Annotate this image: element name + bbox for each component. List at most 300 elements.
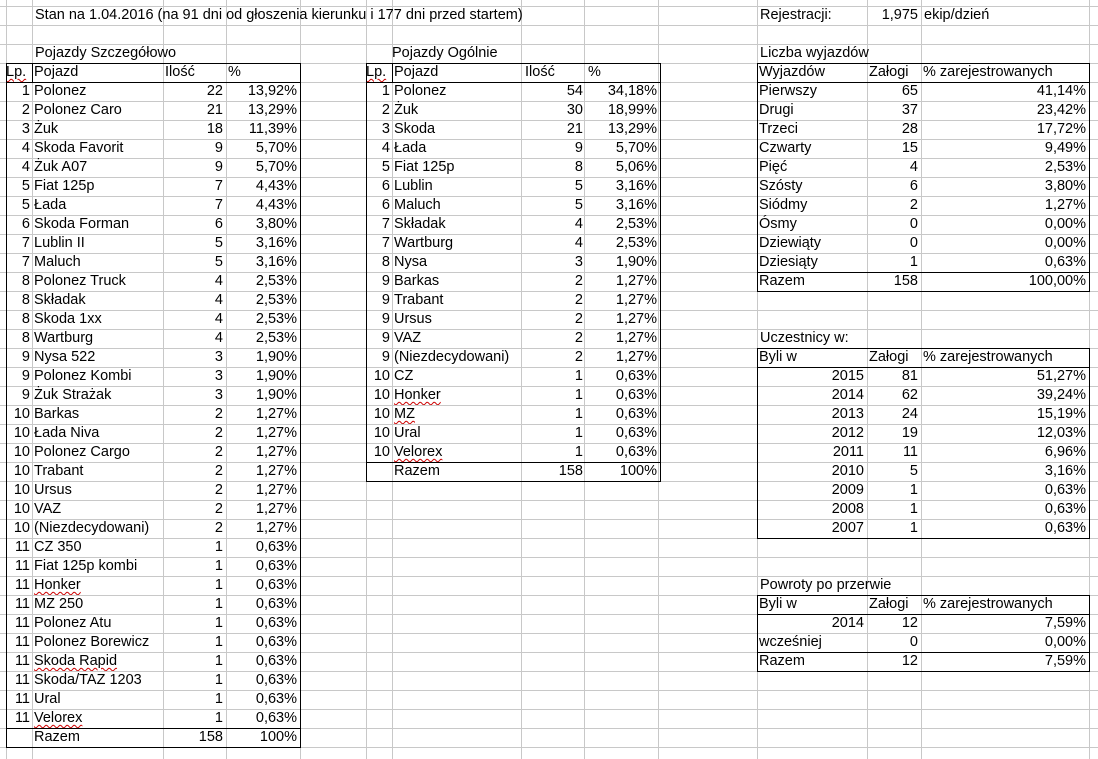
table-row-count: 2 (574, 292, 583, 308)
table-row-crews: 11 (902, 444, 918, 460)
table-row-percent: 0,63% (1044, 520, 1086, 536)
table-row-lp: 11 (14, 672, 30, 688)
table-row-percent: 0,63% (615, 444, 657, 460)
table-row-crews: 0 (909, 235, 918, 251)
table-row-percent: 0,63% (615, 387, 657, 403)
table-row-count: 2 (214, 463, 223, 479)
table-row-vehicle: Skoda 1xx (34, 311, 102, 327)
table-row-count: 1 (214, 558, 223, 574)
returns-total-crews: 12 (901, 653, 918, 669)
table-row-count: 2 (214, 406, 223, 422)
table-row-percent: 3,16% (1044, 463, 1086, 479)
detailed-header-3: % (228, 64, 241, 80)
table-row-percent: 39,24% (1036, 387, 1086, 403)
table-row-count: 1 (574, 444, 583, 460)
table-row-vehicle: Nysa (394, 254, 428, 270)
table-row-count: 1 (214, 672, 223, 688)
table-row-vehicle: VAZ (34, 501, 62, 517)
table-row-lp: 7 (381, 235, 390, 251)
table-row-percent: 1,27% (615, 273, 657, 289)
table-row-percent: 1,90% (255, 368, 297, 384)
table-row-lp: 11 (14, 653, 30, 669)
table-row-lp: 10 (13, 444, 30, 460)
table-row-lp: 6 (381, 197, 390, 213)
table-row-vehicle: Polonez Caro (34, 102, 122, 118)
table-row-count: 5 (574, 178, 583, 194)
table-row-vehicle: Skoda (394, 121, 436, 137)
table-row-percent: 0,00% (1044, 216, 1086, 232)
participants-header-1: Załogi (869, 349, 909, 365)
table-row-label: Ósmy (759, 216, 797, 232)
table-row-vehicle: MZ 250 (34, 596, 84, 612)
table-row-lp: 6 (21, 216, 30, 232)
table-row-vehicle: (Niezdecydowani) (394, 349, 510, 365)
table-row-percent: 1,27% (255, 444, 297, 460)
table-row-percent: 15,19% (1036, 406, 1086, 422)
table-row-label: 2015 (831, 368, 864, 384)
table-row-crews: 28 (901, 121, 918, 137)
table-row-percent: 11,39% (248, 121, 297, 137)
table-row-label: wcześniej (759, 634, 822, 650)
table-row-count: 30 (566, 102, 583, 118)
table-row-vehicle: Żuk (34, 121, 59, 137)
table-row-percent: 0,63% (615, 425, 657, 441)
table-row-percent: 0,63% (615, 368, 657, 384)
table-row-count: 2 (574, 273, 583, 289)
trips-total-percent: 100,00% (1028, 273, 1086, 289)
general-total-percent: 100% (619, 463, 657, 479)
returns-header-1: Załogi (869, 596, 909, 612)
table-row-label: Dziewiąty (759, 235, 822, 251)
detailed-header-2: Ilość (165, 64, 195, 80)
table-row-count: 5 (214, 254, 223, 270)
table-row-vehicle: Ursus (394, 311, 432, 327)
table-row-lp: 6 (381, 178, 390, 194)
detailed-total-count: 158 (198, 729, 223, 745)
table-row-count: 3 (214, 387, 223, 403)
table-row-vehicle: Polonez Kombi (34, 368, 132, 384)
table-row-count: 1 (214, 539, 223, 555)
table-row-percent: 0,63% (255, 558, 297, 574)
table-row-vehicle: Składak (394, 216, 446, 232)
participants-title: Uczestnicy w: (760, 330, 849, 346)
table-row-vehicle: Skoda Favorit (34, 140, 124, 156)
table-row-count: 2 (214, 520, 223, 536)
table-row-lp: 10 (13, 482, 30, 498)
table-row-lp: 11 (14, 539, 30, 555)
trips-header-2: % zarejestrowanych (923, 64, 1053, 80)
table-row-crews: 0 (909, 634, 918, 650)
table-row-lp: 9 (21, 368, 30, 384)
table-row-label: 2009 (831, 482, 864, 498)
table-row-lp: 10 (13, 425, 30, 441)
table-row-percent: 0,00% (1044, 235, 1086, 251)
table-row-percent: 1,27% (255, 463, 297, 479)
table-row-lp: 8 (381, 254, 390, 270)
trips-header-1: Załogi (869, 64, 909, 80)
general-header-2: Ilość (525, 64, 555, 80)
table-row-vehicle: Trabant (34, 463, 84, 479)
table-row-percent: 2,53% (255, 273, 297, 289)
table-row-percent: 18,99% (607, 102, 657, 118)
table-row-count: 2 (214, 501, 223, 517)
table-row-vehicle: Trabant (394, 292, 444, 308)
table-row-lp: 10 (373, 444, 390, 460)
table-row-label: Siódmy (759, 197, 808, 213)
trips-header-0: Wyjazdów (759, 64, 825, 80)
table-row-vehicle: Barkas (34, 406, 80, 422)
table-row-percent: 2,53% (615, 216, 657, 232)
table-row-lp: 8 (21, 273, 30, 289)
status-text: Stan na 1.04.2016 (na 91 dni od głoszenia kierunku i 177 dni przed startem) (35, 7, 523, 23)
table-row-vehicle: Velorex (34, 710, 83, 726)
table-row-count: 4 (214, 273, 223, 289)
table-row-lp: 9 (381, 273, 390, 289)
table-row-label: 2012 (831, 425, 864, 441)
table-row-percent: 12,03% (1036, 425, 1086, 441)
table-row-lp: 2 (21, 102, 30, 118)
table-row-vehicle: Nysa 522 (34, 349, 96, 365)
detailed-header-0: Lp. (6, 64, 27, 80)
table-row-vehicle: Polonez Cargo (34, 444, 130, 460)
table-row-percent: 1,90% (255, 349, 297, 365)
table-row-percent: 3,16% (615, 197, 657, 213)
table-row-vehicle: Honker (394, 387, 441, 403)
table-row-percent: 4,43% (255, 178, 297, 194)
table-row-vehicle: Składak (34, 292, 86, 308)
table-row-count: 1 (574, 425, 583, 441)
table-row-vehicle: Ursus (34, 482, 72, 498)
table-row-percent: 5,70% (255, 140, 297, 156)
table-row-lp: 10 (373, 406, 390, 422)
participants-header-2: % zarejestrowanych (923, 349, 1053, 365)
table-row-crews: 6 (909, 178, 918, 194)
returns-title: Powroty po przerwie (760, 577, 892, 593)
table-row-percent: 51,27% (1036, 368, 1086, 384)
table-row-percent: 0,63% (255, 672, 297, 688)
table-row-label: Czwarty (759, 140, 812, 156)
table-row-percent: 0,63% (1044, 482, 1086, 498)
table-row-crews: 81 (901, 368, 918, 384)
table-row-percent: 3,16% (255, 254, 297, 270)
table-row-percent: 5,06% (615, 159, 657, 175)
table-row-vehicle: Żuk A07 (34, 159, 88, 175)
returns-total-percent: 7,59% (1044, 653, 1086, 669)
table-row-count: 1 (214, 691, 223, 707)
table-row-count: 5 (574, 197, 583, 213)
table-row-lp: 4 (21, 159, 30, 175)
table-row-percent: 1,27% (255, 482, 297, 498)
table-row-count: 9 (214, 140, 223, 156)
table-row-vehicle: Żuk Strażak (34, 387, 112, 403)
table-row-lp: 3 (21, 121, 30, 137)
table-row-crews: 12 (901, 615, 918, 631)
table-row-count: 1 (214, 596, 223, 612)
table-row-lp: 7 (21, 235, 30, 251)
table-row-percent: 0,63% (255, 653, 297, 669)
table-row-label: Drugi (759, 102, 794, 118)
table-row-label: Pięć (759, 159, 788, 175)
table-row-percent: 2,53% (255, 311, 297, 327)
table-row-lp: 10 (13, 463, 30, 479)
table-row-lp: 11 (14, 558, 30, 574)
table-row-label: Dziesiąty (759, 254, 818, 270)
table-row-vehicle: Lublin II (34, 235, 85, 251)
trips-total-crews: 158 (893, 273, 918, 289)
table-row-vehicle: Fiat 125p (34, 178, 95, 194)
table-row-count: 18 (206, 121, 223, 137)
general-title: Pojazdy Ogólnie (392, 45, 498, 61)
table-row-percent: 1,27% (255, 501, 297, 517)
table-row-count: 4 (214, 330, 223, 346)
table-row-vehicle: (Niezdecydowani) (34, 520, 150, 536)
table-row-percent: 2,53% (615, 235, 657, 251)
table-row-count: 1 (214, 634, 223, 650)
table-row-crews: 0 (909, 216, 918, 232)
table-row-lp: 2 (381, 102, 390, 118)
table-row-percent: 13,29% (247, 102, 297, 118)
returns-header-2: % zarejestrowanych (923, 596, 1053, 612)
table-row-vehicle: Fiat 125p kombi (34, 558, 138, 574)
table-row-lp: 9 (381, 292, 390, 308)
table-row-vehicle: Fiat 125p (394, 159, 455, 175)
table-row-vehicle: Wartburg (394, 235, 454, 251)
table-row-count: 1 (214, 577, 223, 593)
table-row-lp: 1 (381, 83, 390, 99)
table-row-label: 2011 (832, 444, 864, 460)
table-row-lp: 11 (14, 615, 30, 631)
table-row-vehicle: Polonez (394, 83, 447, 99)
table-row-lp: 8 (21, 330, 30, 346)
table-row-crews: 15 (901, 140, 918, 156)
table-row-crews: 65 (901, 83, 918, 99)
table-row-label: 2014 (831, 387, 864, 403)
table-row-count: 2 (574, 330, 583, 346)
table-row-crews: 1 (909, 254, 918, 270)
table-row-vehicle: Łada (34, 197, 67, 213)
table-row-label: 2013 (831, 406, 864, 422)
table-row-percent: 3,16% (615, 178, 657, 194)
detailed-title: Pojazdy Szczegółowo (35, 45, 177, 61)
table-row-percent: 1,27% (255, 520, 297, 536)
table-row-percent: 0,63% (255, 539, 297, 555)
table-row-lp: 8 (21, 292, 30, 308)
table-row-count: 1 (574, 406, 583, 422)
table-row-percent: 1,27% (255, 425, 297, 441)
table-row-percent: 0,63% (255, 710, 297, 726)
table-row-percent: 2,53% (1044, 159, 1086, 175)
table-row-count: 6 (214, 216, 223, 232)
table-row-count: 21 (206, 102, 223, 118)
table-row-lp: 9 (381, 330, 390, 346)
table-row-percent: 2,53% (255, 292, 297, 308)
table-row-crews: 62 (901, 387, 918, 403)
table-row-percent: 4,43% (255, 197, 297, 213)
table-row-percent: 17,72% (1036, 121, 1086, 137)
registrations-unit: ekip/dzień (924, 7, 990, 23)
table-row-percent: 3,80% (1044, 178, 1086, 194)
table-row-crews: 1 (909, 520, 918, 536)
general-header-3: % (588, 64, 601, 80)
table-row-vehicle: Polonez Borewicz (34, 634, 150, 650)
table-row-count: 4 (574, 216, 583, 232)
table-row-label: 2008 (831, 501, 864, 517)
table-row-count: 4 (214, 292, 223, 308)
trips-title: Liczba wyjazdów (760, 45, 869, 61)
table-row-vehicle: Maluch (394, 197, 441, 213)
table-row-vehicle: Żuk (394, 102, 419, 118)
table-row-count: 21 (566, 121, 583, 137)
table-row-vehicle: Skoda/TAZ 1203 (34, 672, 142, 688)
table-row-count: 2 (214, 425, 223, 441)
table-row-count: 7 (214, 178, 223, 194)
table-row-crews: 1 (909, 501, 918, 517)
table-row-percent: 0,63% (255, 596, 297, 612)
table-row-label: 2014 (831, 615, 864, 631)
table-row-lp: 10 (373, 368, 390, 384)
table-row-vehicle: Maluch (34, 254, 81, 270)
table-row-percent: 1,27% (615, 330, 657, 346)
returns-total-label: Razem (759, 653, 805, 669)
table-row-vehicle: Polonez Atu (34, 615, 112, 631)
table-row-count: 1 (574, 387, 583, 403)
table-row-lp: 5 (381, 159, 390, 175)
table-row-lp: 10 (373, 425, 390, 441)
table-row-percent: 6,96% (1044, 444, 1086, 460)
table-row-count: 2 (574, 349, 583, 365)
table-row-lp: 10 (13, 501, 30, 517)
table-row-percent: 3,16% (255, 235, 297, 251)
table-row-lp: 4 (21, 140, 30, 156)
table-row-label: Trzeci (759, 121, 798, 137)
returns-header-0: Byli w (759, 596, 797, 612)
table-row-label: 2007 (831, 520, 864, 536)
table-row-lp: 11 (14, 691, 30, 707)
table-row-percent: 5,70% (255, 159, 297, 175)
table-row-percent: 0,63% (1044, 501, 1086, 517)
table-row-vehicle: Skoda Forman (34, 216, 130, 232)
table-row-count: 5 (214, 235, 223, 251)
table-row-percent: 3,80% (255, 216, 297, 232)
table-row-vehicle: CZ 350 (34, 539, 82, 555)
table-row-percent: 1,27% (255, 406, 297, 422)
table-row-lp: 10 (13, 520, 30, 536)
table-row-count: 3 (214, 349, 223, 365)
table-row-count: 4 (214, 311, 223, 327)
detailed-header-1: Pojazd (34, 64, 79, 80)
table-row-count: 9 (214, 159, 223, 175)
table-row-vehicle: Ural (394, 425, 421, 441)
table-row-lp: 7 (21, 254, 30, 270)
table-row-percent: 34,18% (607, 83, 657, 99)
table-row-vehicle: VAZ (394, 330, 422, 346)
general-header-1: Pojazd (394, 64, 439, 80)
general-total-count: 158 (558, 463, 583, 479)
table-row-percent: 5,70% (615, 140, 657, 156)
table-row-crews: 4 (909, 159, 918, 175)
table-row-lp: 5 (21, 197, 30, 213)
table-row-count: 3 (214, 368, 223, 384)
table-row-count: 2 (574, 311, 583, 327)
table-row-percent: 1,90% (615, 254, 657, 270)
table-row-count: 54 (566, 83, 583, 99)
table-row-percent: 0,63% (255, 691, 297, 707)
table-row-percent: 0,00% (1044, 634, 1086, 650)
table-row-count: 3 (574, 254, 583, 270)
trips-total-label: Razem (759, 273, 805, 289)
table-row-lp: 9 (381, 349, 390, 365)
table-row-percent: 41,14% (1036, 83, 1086, 99)
table-row-percent: 0,63% (615, 406, 657, 422)
table-row-vehicle: Skoda Rapid (34, 653, 118, 669)
table-row-lp: 7 (381, 216, 390, 232)
table-row-vehicle: Lublin (394, 178, 433, 194)
table-row-lp: 11 (14, 634, 30, 650)
table-row-count: 1 (214, 653, 223, 669)
general-header-0: Lp. (366, 64, 387, 80)
table-row-lp: 11 (14, 596, 30, 612)
table-row-count: 9 (574, 140, 583, 156)
table-row-count: 22 (206, 83, 223, 99)
table-row-lp: 1 (21, 83, 30, 99)
detailed-total-percent: 100% (259, 729, 297, 745)
table-row-crews: 1 (909, 482, 918, 498)
table-row-crews: 2 (909, 197, 918, 213)
table-row-label: Pierwszy (759, 83, 818, 99)
table-row-percent: 1,27% (615, 311, 657, 327)
table-row-vehicle: CZ (394, 368, 414, 384)
table-row-lp: 4 (381, 140, 390, 156)
table-row-count: 1 (574, 368, 583, 384)
table-row-percent: 13,29% (607, 121, 657, 137)
table-row-vehicle: Łada Niva (34, 425, 100, 441)
table-row-vehicle: Velorex (394, 444, 443, 460)
table-row-crews: 37 (901, 102, 918, 118)
table-row-percent: 13,92% (247, 83, 297, 99)
table-row-vehicle: Ural (34, 691, 61, 707)
table-row-percent: 0,63% (255, 615, 297, 631)
detailed-total-label: Razem (34, 729, 80, 745)
table-row-vehicle: Barkas (394, 273, 440, 289)
table-row-lp: 9 (21, 349, 30, 365)
table-row-count: 7 (214, 197, 223, 213)
table-row-crews: 24 (901, 406, 918, 422)
table-row-percent: 0,63% (1044, 254, 1086, 270)
general-total-label: Razem (394, 463, 440, 479)
table-row-percent: 1,27% (1044, 197, 1086, 213)
table-row-vehicle: Łada (394, 140, 427, 156)
table-row-lp: 3 (381, 121, 390, 137)
participants-header-0: Byli w (759, 349, 797, 365)
registrations-label: Rejestracji: (760, 7, 832, 23)
table-row-count: 4 (574, 235, 583, 251)
table-row-lp: 10 (373, 387, 390, 403)
table-row-count: 8 (574, 159, 583, 175)
table-row-crews: 19 (901, 425, 918, 441)
table-row-vehicle: Polonez (34, 83, 87, 99)
table-row-lp: 11 (14, 577, 30, 593)
table-row-vehicle: Honker (34, 577, 81, 593)
table-row-label: 2010 (831, 463, 864, 479)
table-row-vehicle: Wartburg (34, 330, 94, 346)
table-row-lp: 8 (21, 311, 30, 327)
table-row-crews: 5 (909, 463, 918, 479)
table-row-percent: 23,42% (1036, 102, 1086, 118)
registrations-value: 1,975 (881, 7, 918, 23)
table-row-percent: 1,90% (255, 387, 297, 403)
table-row-lp: 9 (21, 387, 30, 403)
table-row-lp: 10 (13, 406, 30, 422)
